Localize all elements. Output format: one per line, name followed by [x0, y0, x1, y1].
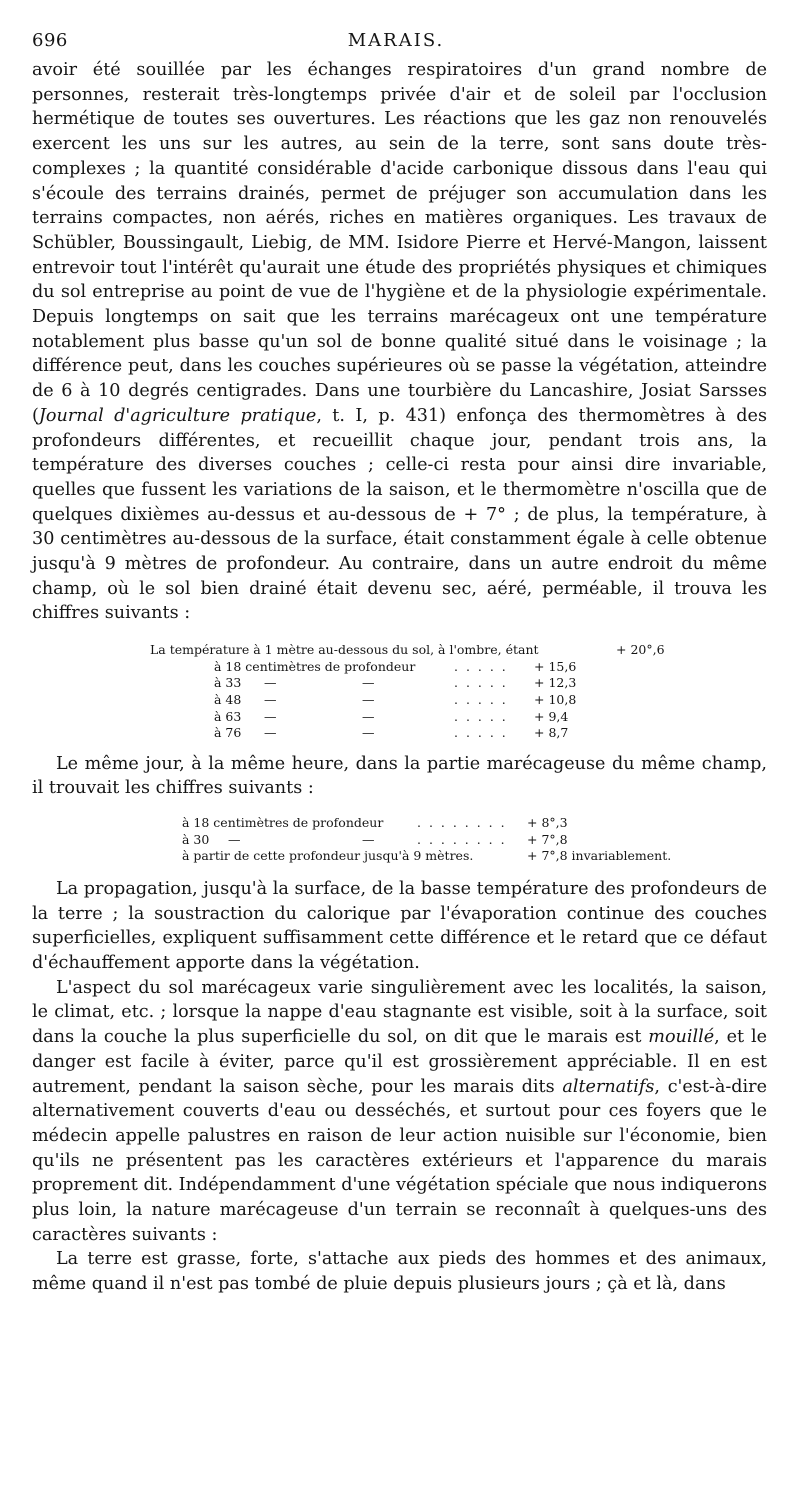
paragraph-1-text-b: , t. I, p. 431) enfonça des thermomètres à des profondeurs différentes, et recueillit chaque jour, pendant trois ans, la température des diverses couches ; celle-ci resta pour ainsi dire invariable, quelles que fussent les variations de la saison, et le thermomètre n'oscilla que de quelques dixièmes au-dessus et au-dessous de + 7° ; de plus, la température, à 30 centimètres au-dessous de la surface, était constamment égale à celle obtenue jusqu'à 9 mètres de profondeur. Au contraire, dans un autre endroit du même champ, où le sol bien drainé était devenu sec, aéré, perméable, il trouva les chiffres suivants :	[32, 405, 767, 624]
page-body	[32, 58, 767, 1297]
table-row-label: à partir de cette profondeur jusqu'à 9 mètres.	[182, 848, 474, 864]
leader-dots: . . . . . . . .	[417, 831, 507, 847]
table-row-value: + 15,6	[534, 658, 577, 674]
paragraph-2: Le même jour, à la même heure, dans la partie marécageuse du même champ, il trouvait les chiffres suivants :	[32, 753, 767, 799]
table-row	[32, 725, 767, 742]
paragraph-1-text-a: avoir été souillée par les échanges respiratoires d'un grand nombre de personnes, resterait très-longtemps privée d'air et de soleil par l'occlusion hermétique de toutes ses ouvertures. Les réactions que les gaz non renouvelés exercent les uns sur les autres, au sein de la terre, sont sans doute très-complexes ; la quantité considérable d'acide carbonique dissous dans l'eau qui s'écoule des terrains drainés, permet de préjuger son accumulation dans les terrains compactes, non aérés, riches en matières organiques. Les travaux de Schübler, Boussingault, Liebig, de MM. Isidore Pierre et Hervé-Mangon, laissent entrevoir tout l'intérêt qu'aurait une étude des propriétés physiques et chimiques du sol entreprise au point de vue de l'hygiène et de la physiologie expérimentale. Depuis longtemps on sait que les terrains marécageux ont une température notablement plus basse qu'un sol de bonne qualité situé dans le voisinage ; la différence peut, dans les couches supérieures où se passe la végétation, atteindre de 6 à 10 degrés centigrades. Dans une tourbière du Lancashire, Josiat Sarsses (	[32, 60, 767, 426]
leader-dots: . . . . .	[454, 725, 508, 741]
paragraph-1	[32, 58, 767, 626]
table-row-depth: à 48	[214, 691, 242, 707]
table-row-depth: à 33	[214, 675, 242, 691]
paragraph-3: La propagation, jusqu'à la surface, de la basse température des profondeurs de la terre ; la soustraction du calorique par l'évaporation continue des couches superficielles, expliquent suffisamment cette différence et le retard que ce défaut d'échauffement apporte dans la végétation.	[32, 878, 767, 974]
running-title: MARAIS.	[347, 30, 445, 51]
table-row-depth: à 76	[214, 725, 242, 741]
table-row	[32, 832, 767, 849]
table-row	[32, 815, 767, 832]
table-row-value: + 12,3	[534, 675, 577, 691]
paragraph-4-text-b: , et le danger est facile à éviter, parce qu'il est grossièrement appréciable. Il en est autrement, pendant la saison sèche, pour les marais dits	[32, 1027, 767, 1097]
leader-dots: . . . . .	[454, 708, 508, 724]
temperature-table-marshy	[32, 815, 767, 865]
ditto-dash: —	[264, 675, 277, 691]
table-row	[32, 848, 767, 865]
leader-dots: . . . . .	[454, 691, 508, 707]
table-row-label: La température à 1 mètre au-dessous du sol, à l'ombre, étant	[150, 642, 539, 658]
table-row-value: + 8,7	[534, 725, 569, 741]
table-row-value: + 8°,3	[527, 815, 568, 831]
table-row-value: + 10,8	[534, 691, 577, 707]
table-row-label: à 18 centimètres de profondeur	[182, 815, 384, 831]
table-row-value: + 9,4	[534, 708, 569, 724]
table-row	[32, 709, 767, 726]
table-row-depth: à 30	[182, 831, 210, 847]
ditto-dash: —	[362, 725, 375, 741]
table-row	[32, 659, 767, 676]
table-row-value: + 20°,6	[616, 642, 665, 658]
leader-dots: . . . . .	[454, 675, 508, 691]
ditto-dash: —	[362, 708, 375, 724]
term-mouille: mouillé	[648, 1027, 715, 1048]
temperature-table-drained	[32, 642, 767, 742]
table-row	[32, 642, 767, 659]
ditto-dash: —	[228, 831, 241, 847]
paragraph-5: La terre est grasse, forte, s'attache aux pieds des hommes et des animaux, même quand il n'est pas tombé de pluie depuis plusieurs jours ; çà et là, dans	[32, 1249, 767, 1295]
page-number: 696	[32, 30, 68, 51]
table-row-depth: à 63	[214, 708, 242, 724]
term-alternatifs: alternatifs	[562, 1076, 655, 1097]
paragraph-4-text-c: , c'est-à-dire alternativement couverts d'eau ou desséchés, et surtout pour ces foyers que le médecin appelle palustres en raison de leur action nuisible sur l'économie, bien qu'ils ne présentent pas les caractères extérieurs et l'apparence du marais proprement dit. Indépendamment d'une végétation spéciale que nous indiquerons plus loin, la nature marécageuse d'un terrain se reconnaît à quelques-uns des caractères suivants :	[32, 1076, 767, 1245]
table-row-label: à 18 centimètres de profondeur	[214, 658, 416, 674]
table-row	[32, 692, 767, 709]
table-row-value: + 7°,8	[527, 831, 568, 847]
leader-dots: . . . . . . . .	[417, 815, 507, 831]
ditto-dash: —	[362, 675, 375, 691]
ditto-dash: —	[264, 708, 277, 724]
ditto-dash: —	[264, 691, 277, 707]
leader-dots: . . . . .	[454, 658, 508, 674]
table-row-value: + 7°,8 invariablement.	[527, 848, 672, 864]
table-row	[32, 675, 767, 692]
paragraph-4	[32, 976, 767, 1248]
ditto-dash: —	[362, 831, 375, 847]
ditto-dash: —	[264, 725, 277, 741]
ditto-dash: —	[362, 691, 375, 707]
journal-citation: Journal d'agriculture pratique	[38, 405, 317, 426]
page-header	[32, 30, 760, 56]
paragraph-4-text-a: L'aspect du sol marécageux varie singulièrement avec les localités, la saison, le climat, etc. ; lorsque la nappe d'eau stagnante est visible, soit à la surface, soit dans la couche la plus superficielle du sol, on dit que le marais est	[32, 977, 767, 1048]
